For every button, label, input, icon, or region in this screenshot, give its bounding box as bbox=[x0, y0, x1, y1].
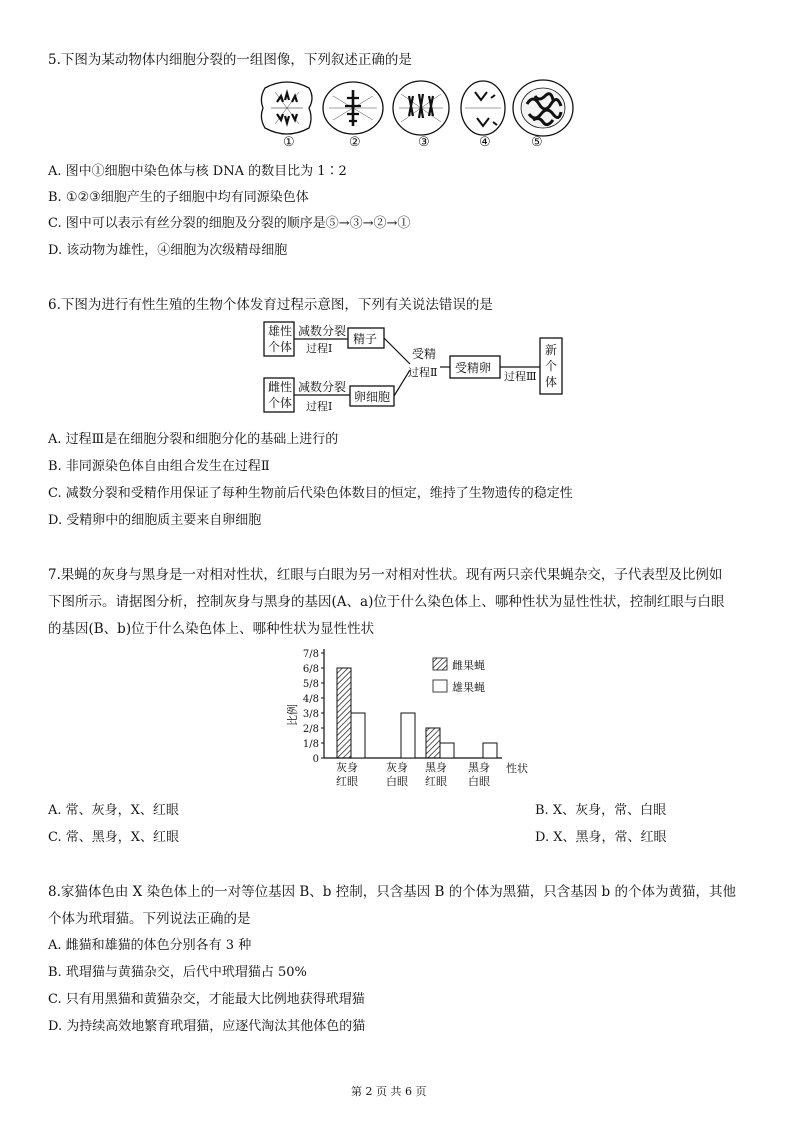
y-tick-label: 1/8 bbox=[302, 739, 319, 750]
category-label-line2: 白眼 bbox=[386, 775, 408, 788]
female-line1: 雌性 bbox=[268, 380, 293, 394]
bar-female bbox=[426, 728, 440, 758]
q8-stem-line1: 8.家猫体色由 X 染色体上的一对等位基因 B、b 控制，只含基因 B 的个体为黑猫，只含基因 b 的个体为黄猫，其他 bbox=[48, 884, 736, 900]
q8-option-b: B. 玳瑁猫与黄猫杂交，后代中玳瑁猫占 50% bbox=[48, 965, 307, 980]
bar-male bbox=[440, 743, 454, 758]
q7-option-b: B. X、灰身，常、白眼 bbox=[535, 803, 667, 818]
cell-4-image bbox=[461, 81, 505, 135]
process3-label: 过程Ⅲ bbox=[504, 370, 537, 383]
new-label-2: 个 bbox=[545, 359, 558, 373]
q7-option-c: C. 常、黑身，X、红眼 bbox=[48, 830, 180, 845]
egg-label: 卵细胞 bbox=[354, 390, 391, 404]
legend-swatch-female bbox=[433, 658, 447, 670]
cell-label-1: ① bbox=[283, 135, 295, 150]
x-axis-label: 性状 bbox=[506, 762, 528, 775]
category-label-line2: 红眼 bbox=[425, 775, 447, 788]
category-label-line1: 黑身 bbox=[425, 761, 447, 774]
fert-label: 受精 bbox=[412, 347, 437, 361]
page-footer: 第 2 页 共 6 页 bbox=[351, 1085, 427, 1098]
meiosis-top: 减数分裂 bbox=[298, 324, 347, 338]
zygote-label: 受精卵 bbox=[455, 361, 492, 375]
process1-bottom: 过程Ⅰ bbox=[306, 400, 333, 413]
q6-option-c: C. 减数分裂和受精作用保证了每种生物前后代染色体数目的恒定，维持了生物遗传的稳定性 bbox=[48, 486, 573, 501]
q5-option-a: A. 图中①细胞中染色体与核 DNA 的数目比为 1∶2 bbox=[48, 164, 347, 179]
cell-label-2: ② bbox=[349, 135, 361, 150]
meiosis-bottom: 减数分裂 bbox=[298, 380, 347, 394]
legend-label-male: 雄果蝇 bbox=[452, 681, 485, 694]
q6-option-d: D. 受精卵中的细胞质主要来自卵细胞 bbox=[48, 513, 262, 528]
q7-stem-line1: 7.果蝇的灰身与黑身是一对相对性状，红眼与白眼为另一对相对性状。现有两只亲代果蝇杂交，子代表型及比例如 bbox=[48, 567, 723, 583]
q7-stem-line3: 的基因(B、b)位于什么染色体上、哪种性状为显性性状 bbox=[48, 621, 375, 637]
development-flow-diagram bbox=[258, 318, 568, 418]
q8-option-a: A. 雌猫和雄猫的体色分别各有 3 种 bbox=[48, 938, 252, 953]
q6-option-a: A. 过程Ⅲ是在细胞分裂和细胞分化的基础上进行的 bbox=[48, 432, 339, 447]
q8-option-d: D. 为持续高效地繁育玳瑁猫，应逐代淘汰其他体色的猫 bbox=[48, 1019, 366, 1034]
cell-label-3: ③ bbox=[418, 135, 430, 150]
process1-top: 过程Ⅰ bbox=[306, 342, 333, 355]
new-label-3: 体 bbox=[545, 375, 558, 389]
y-tick-label: 5/8 bbox=[302, 679, 319, 690]
female-line2: 个体 bbox=[268, 396, 293, 410]
bar-male bbox=[483, 743, 497, 758]
cell-label-5: ⑤ bbox=[531, 135, 543, 150]
cell-3-image bbox=[393, 81, 449, 135]
q7-bar-chart bbox=[280, 645, 550, 790]
bar-female bbox=[337, 668, 351, 758]
y-tick-label: 4/8 bbox=[302, 694, 319, 705]
q6-option-b: B. 非同源染色体自由组合发生在过程Ⅱ bbox=[48, 459, 270, 474]
q7-stem-line2: 下图所示。请据图分析，控制灰身与黑身的基因(A、a)位于什么染色体上、哪种性状为显性性状，控制红眼与白眼 bbox=[48, 594, 725, 610]
legend-swatch-male bbox=[433, 680, 447, 692]
q5-option-d: D. 该动物为雄性，④细胞为次级精母细胞 bbox=[48, 243, 288, 258]
y-tick-label: 3/8 bbox=[302, 709, 319, 720]
cell-label-4: ④ bbox=[479, 135, 491, 150]
q5-cell-figure bbox=[255, 76, 575, 150]
bar-male bbox=[401, 713, 415, 758]
new-label-1: 新 bbox=[545, 343, 558, 357]
q5-option-c: C. 图中可以表示有丝分裂的细胞及分裂的顺序是⑤→③→②→① bbox=[48, 216, 411, 231]
y-axis-label: 比例 bbox=[286, 704, 299, 726]
q6-stem: 6.下图为进行有性生殖的生物个体发育过程示意图，下列有关说法错误的是 bbox=[48, 297, 493, 313]
q5-stem: 5.下图为某动物体内细胞分裂的一组图像，下列叙述正确的是 bbox=[48, 52, 412, 68]
q5-option-b: B. ①②③细胞产生的子细胞中均有同源染色体 bbox=[48, 190, 309, 205]
legend-label-female: 雌果蝇 bbox=[452, 659, 485, 672]
y-tick-label: 0 bbox=[312, 754, 319, 765]
q7-option-d: D. X、黑身，常、红眼 bbox=[535, 830, 667, 845]
category-label-line2: 红眼 bbox=[336, 775, 358, 788]
process2-label: 过程Ⅱ bbox=[408, 366, 438, 379]
q8-stem-line2: 个体为玳瑁猫。下列说法正确的是 bbox=[48, 911, 251, 927]
male-line1: 雄性 bbox=[268, 324, 293, 338]
category-label-line2: 白眼 bbox=[468, 775, 490, 788]
q7-option-a: A. 常、灰身，X、红眼 bbox=[48, 803, 179, 818]
y-tick-label: 6/8 bbox=[302, 664, 319, 675]
male-line2: 个体 bbox=[268, 340, 293, 354]
y-tick-label: 7/8 bbox=[302, 649, 319, 660]
cell-1-image bbox=[261, 82, 312, 134]
category-label-line1: 灰身 bbox=[386, 761, 408, 774]
category-label-line1: 黑身 bbox=[468, 761, 490, 774]
sperm-label: 精子 bbox=[353, 332, 378, 346]
category-label-line1: 灰身 bbox=[336, 761, 358, 774]
cell-2-image bbox=[323, 82, 383, 134]
y-tick-label: 2/8 bbox=[302, 724, 319, 735]
bar-male bbox=[351, 713, 365, 758]
cell-5-image bbox=[513, 80, 573, 136]
q8-option-c: C. 只有用黑猫和黄猫杂交，才能最大比例地获得玳瑁猫 bbox=[48, 992, 365, 1007]
